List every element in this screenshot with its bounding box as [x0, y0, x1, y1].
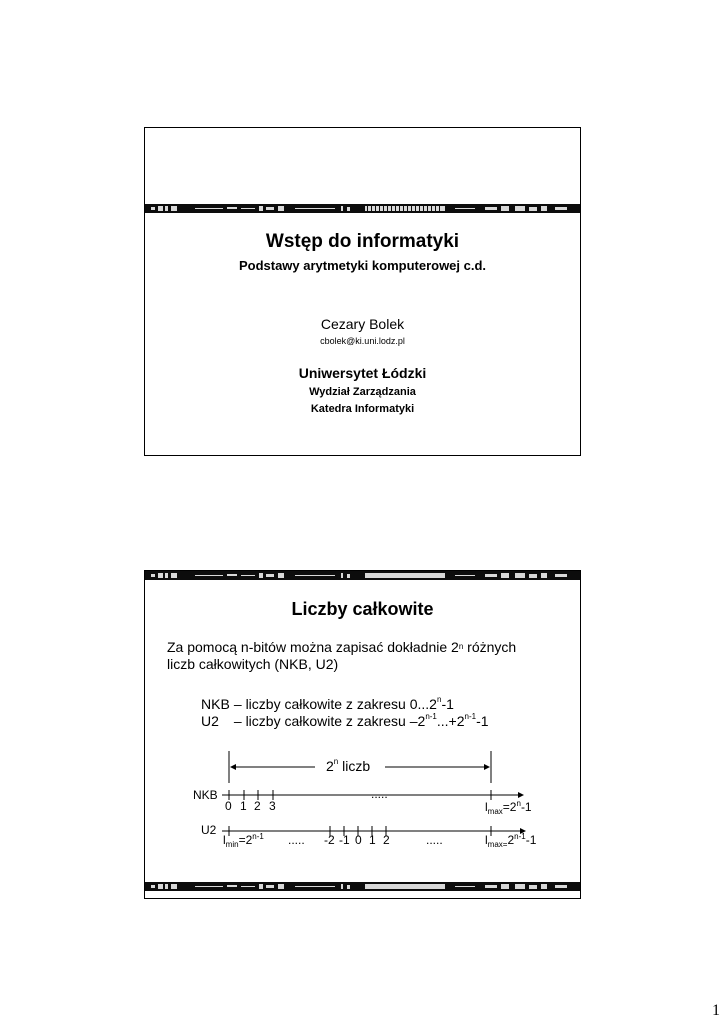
nkb-axis-label: NKB: [193, 788, 218, 802]
u2-max-label: [485, 833, 536, 847]
faculty-name: Wydział Zarządzania: [309, 386, 416, 398]
nkb-tick-label: 1: [240, 799, 247, 813]
decorative-circuit-band-bottom: [145, 882, 580, 891]
u2-exponent-1: n-1: [425, 712, 437, 721]
nkb-tick-label: 0: [225, 799, 232, 813]
u2-min-label: [223, 833, 264, 847]
page-number: 1: [712, 1002, 720, 1019]
intro-text-tail: różnych: [463, 639, 517, 655]
nkb-tail: -1: [441, 696, 454, 712]
u2-max-sup: n-1: [514, 832, 526, 841]
u2-axis-label: U2: [201, 823, 217, 837]
u2-tick-label: 2: [383, 833, 390, 847]
nkb-max-tail: -1: [520, 800, 532, 814]
u2-ellipsis-left: .....: [288, 833, 305, 847]
slide-title: Liczby całkowite: [291, 599, 434, 619]
u2-tick-label: 1: [369, 833, 376, 847]
nkb-text: – liczby całkowite z zakresu 0...2: [233, 696, 437, 712]
u2-text: – liczby całkowite z zakresu –2: [233, 713, 426, 729]
nkb-label: NKB: [201, 696, 230, 712]
nkb-tick-label: 3: [269, 799, 276, 813]
u2-min-sup: n-1: [252, 832, 264, 841]
intro-line-2: liczb całkowitych (NKB, U2): [167, 656, 339, 672]
intro-exponent: n: [458, 642, 464, 651]
nkb-max-rest: =2: [502, 800, 517, 814]
u2-min-rest: =2: [238, 833, 253, 847]
u2-tick-label: -2: [324, 833, 335, 847]
span-exponent: n: [333, 757, 339, 766]
u2-exponent-2: n-1: [464, 712, 477, 721]
slide-title: Wstęp do informatyki: [265, 231, 460, 252]
nkb-max-label: [485, 800, 532, 814]
title-slide: [144, 127, 581, 456]
u2-label: U2: [201, 713, 219, 729]
decorative-circuit-band: [145, 204, 580, 213]
u2-max-sub: max=: [487, 840, 508, 849]
span-label: [326, 758, 370, 774]
u2-min-sub: min: [225, 840, 239, 849]
u2-mid: ...+2: [436, 713, 465, 729]
number-line-diagram: [145, 571, 581, 899]
nkb-max-sup: n: [516, 799, 521, 808]
u2-max-l: l: [485, 833, 488, 847]
university-name: Uniwersytet Łódzki: [298, 365, 427, 381]
department-name: Katedra Informatyki: [310, 403, 415, 415]
integers-slide: [144, 570, 581, 899]
u2-tail: -1: [476, 713, 489, 729]
u2-max-tail: -1: [525, 833, 537, 847]
nkb-tick-label: 2: [254, 799, 261, 813]
nkb-max-l: l: [485, 800, 488, 814]
u2-max-rest: 2: [507, 833, 515, 847]
span-base: 2: [326, 758, 334, 774]
u2-tick-label: -1: [339, 833, 350, 847]
author-name: Cezary Bolek: [320, 316, 405, 332]
intro-text: Za pomocą n-bitów można zapisać dokładnie 2: [167, 639, 459, 655]
nkb-exponent: n: [436, 695, 442, 704]
author-email: cbolek@ki.uni.lodz.pl: [320, 336, 405, 346]
nkb-max-sub: max: [487, 807, 503, 816]
slide-subtitle: Podstawy arytmetyki komputerowej c.d.: [238, 258, 487, 273]
nkb-ellipsis: .....: [371, 787, 388, 801]
u2-ellipsis-right: .....: [426, 833, 443, 847]
u2-min-l: l: [223, 833, 226, 847]
span-text: liczb: [338, 758, 371, 774]
u2-tick-label: 0: [355, 833, 362, 847]
